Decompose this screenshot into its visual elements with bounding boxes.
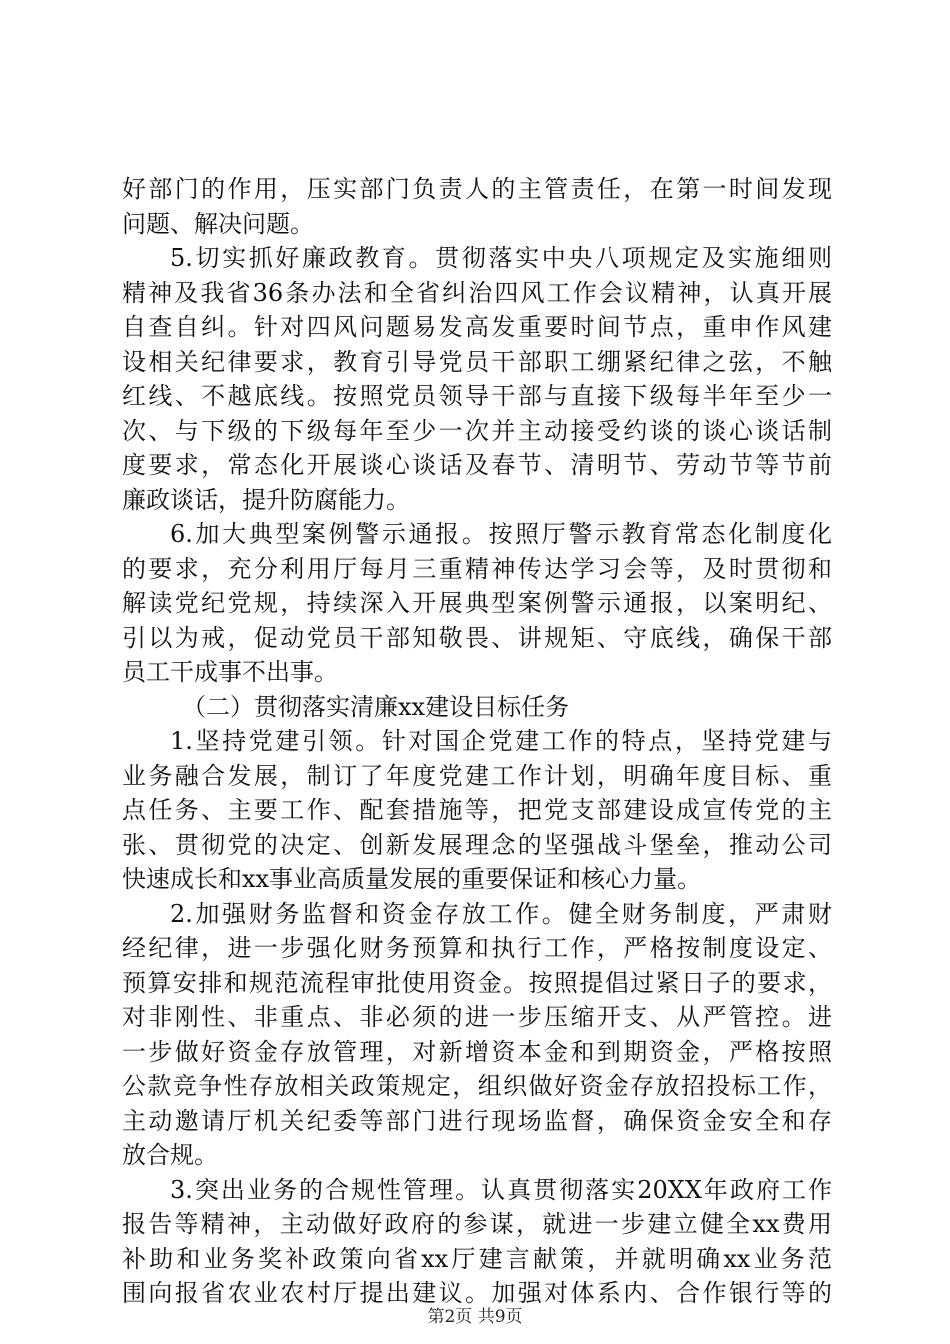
text-line: 5.切实抓好廉政教育。贯彻落实中央八项规定及实施细则 xyxy=(170,244,832,272)
text-line: 度要求，常态化开展谈心谈话及春节、清明节、劳动节等节前 xyxy=(122,451,832,479)
text-line: 业务融合发展，制订了年度党建工作计划，明确年度目标、重 xyxy=(122,761,832,790)
text-line: 主动邀请厅机关纪委等部门进行现场监督，确保资金安全和存 xyxy=(122,1106,832,1135)
text-line: 解读党纪党规，持续深入开展典型案例警示通报，以案明纪、 xyxy=(122,589,832,617)
text-line: 经纪律，进一步强化财务预算和执行工作，严格按制度设定、 xyxy=(122,934,832,962)
text-line: 放合规。 xyxy=(122,1141,218,1169)
text-line: 2.加强财务监督和资金存放工作。健全财务制度，严肃财 xyxy=(170,899,832,928)
text-line: 对非刚性、非重点、非必须的进一步压缩开支、从严管控。进 xyxy=(122,1003,832,1031)
text-line: 报告等精神，主动做好政府的参谋，就进一步建立健全xx费用 xyxy=(122,1210,832,1238)
page-number-footer: 第2页 共9页 xyxy=(427,1307,523,1327)
text-line: 预算安排和规范流程审批使用资金。按照提倡过紧日子的要求， xyxy=(122,968,832,997)
document-body xyxy=(122,172,832,1311)
text-line: 次、与下级的下级每年至少一次并主动接受约谈的谈心谈话制 xyxy=(122,416,832,445)
text-line: 3.突出业务的合规性管理。认真贯彻落实20XX年政府工作 xyxy=(170,1175,832,1204)
text-line: 精神及我省36条办法和全省纠治四风工作会议精神，认真开展 xyxy=(122,278,832,307)
text-line: 补助和业务奖补政策向省xx厅建言献策，并就明确xx业务范 xyxy=(122,1244,832,1273)
text-line: 设相关纪律要求，教育引导党员干部职工绷紧纪律之弦，不触 xyxy=(122,347,832,376)
text-line: 员工干成事不出事。 xyxy=(122,658,338,686)
text-line: 好部门的作用，压实部门负责人的主管责任，在第一时间发现 xyxy=(122,175,832,203)
text-line: 一步做好资金存放管理，对新增资本金和到期资金，严格按照 xyxy=(122,1037,832,1066)
text-line: 点任务、主要工作、配套措施等，把党支部建设成宣传党的主 xyxy=(122,796,832,824)
text-line: 引以为戒，促动党员干部知敬畏、讲规矩、守底线，确保干部 xyxy=(122,623,832,652)
text-line: 红线、不越底线。按照党员领导干部与直接下级每半年至少一 xyxy=(122,382,832,410)
text-line: 6.加大典型案例警示通报。按照厅警示教育常态化制度化 xyxy=(170,520,832,548)
text-line: 张、贯彻党的决定、创新发展理念的坚强战斗堡垒，推动公司 xyxy=(122,830,832,859)
text-line: 围向报省农业农村厅提出建议。加强对体系内、合作银行等的 xyxy=(122,1279,832,1307)
text-line: 廉政谈话，提升防腐能力。 xyxy=(122,485,410,514)
text-line: （二）贯彻落实清廉xx建设目标任务 xyxy=(182,692,570,721)
text-line: 的要求，充分利用厅每月三重精神传达学习会等，及时贯彻和 xyxy=(122,554,832,583)
text-line: 快速成长和xx事业高质量发展的重要保证和核心力量。 xyxy=(122,865,702,893)
text-line: 自查自纠。针对四风问题易发高发重要时间节点，重申作风建 xyxy=(122,313,832,341)
text-line: 公款竞争性存放相关政策规定，组织做好资金存放招投标工作， xyxy=(122,1072,832,1100)
text-line: 1.坚持党建引领。针对国企党建工作的特点，坚持党建与 xyxy=(170,727,832,755)
text-line: 问题、解决问题。 xyxy=(122,209,314,238)
